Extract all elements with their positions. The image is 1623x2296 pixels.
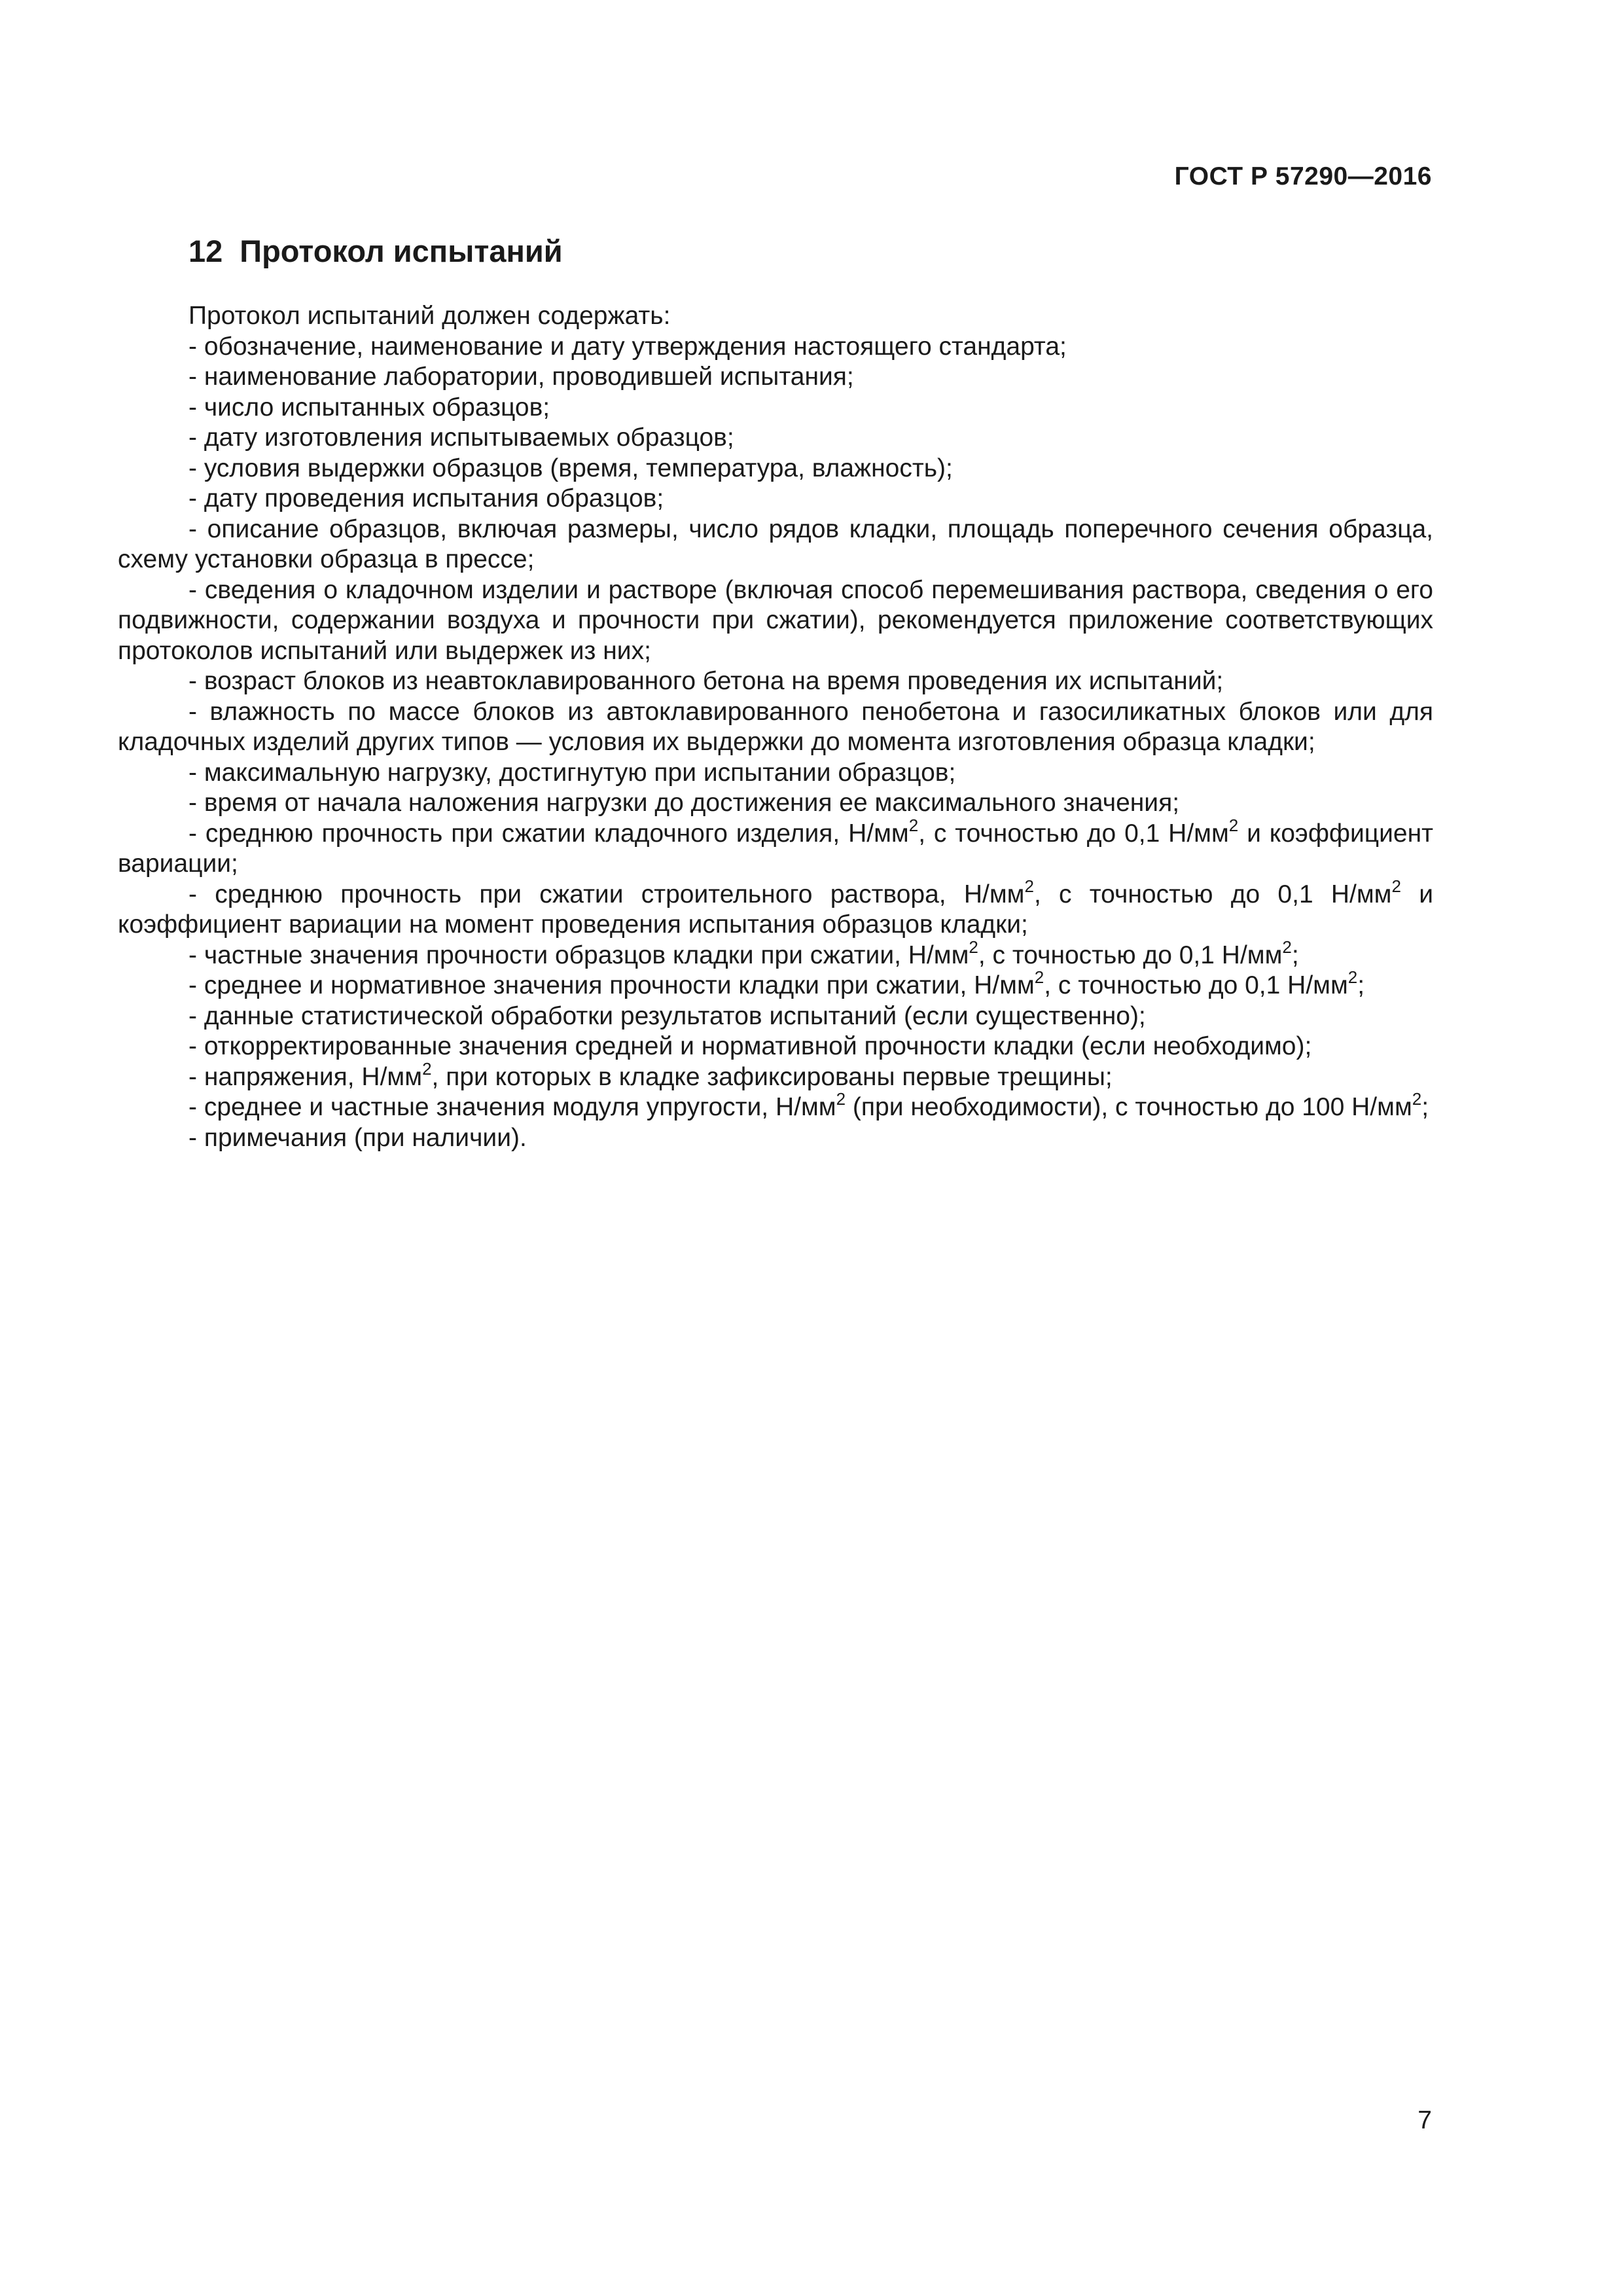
- document-code: ГОСТ Р 57290—2016: [1174, 162, 1432, 190]
- text-run: - время от начала наложения нагрузки до достижения ее максимального значения;: [188, 789, 1180, 817]
- text-run: - напряжения, Н/мм: [188, 1062, 423, 1091]
- list-item: [118, 332, 1433, 363]
- text-run: и коэффициент вариации на момент проведения испытания образцов кладки;: [118, 880, 1433, 939]
- section-number: 12: [188, 234, 223, 268]
- section-title-text: Протокол испытаний: [240, 234, 563, 268]
- text-run: - данные статистической обработки результатов испытаний (если существенно);: [188, 1001, 1146, 1030]
- text-run: , при которых в кладке зафиксированы первые трещины;: [431, 1062, 1113, 1091]
- text-run: - наименование лаборатории, проводившей испытания;: [188, 363, 854, 391]
- superscript: 2: [422, 1058, 432, 1079]
- list-item: [118, 362, 1433, 393]
- list-item: [118, 393, 1433, 423]
- list-item: [118, 1031, 1433, 1062]
- text-run: - откорректированные значения средней и нормативной прочности кладки (если необходимо);: [188, 1032, 1312, 1060]
- text-run: - примечания (при наличии).: [188, 1123, 527, 1152]
- text-run: - среднее и нормативное значения прочности кладки при сжатии, Н/мм: [188, 971, 1035, 999]
- superscript: 2: [1034, 967, 1044, 987]
- text-run: - возраст блоков из неавтоклавированного бетона на время проведения их испытаний;: [188, 667, 1224, 695]
- page-number: 7: [1418, 2106, 1432, 2134]
- text-run: , с точностью до 0,1 Н/мм: [978, 941, 1283, 969]
- list-item: [118, 758, 1433, 789]
- text-run: и коэффициент вариации;: [118, 819, 1433, 878]
- list-item: [118, 788, 1433, 819]
- list-item: [118, 1001, 1433, 1032]
- superscript: 2: [1347, 967, 1358, 987]
- text-run: , с точностью до 0,1 Н/мм: [1044, 971, 1348, 999]
- superscript: 2: [969, 937, 978, 957]
- list-item: [118, 575, 1433, 667]
- text-run: - дату проведения испытания образцов;: [188, 484, 664, 512]
- list-item: [118, 876, 1433, 941]
- text-run: - среднее и частные значения модуля упругости, Н/мм: [188, 1093, 836, 1121]
- superscript: 2: [1391, 876, 1401, 896]
- superscript: 2: [1228, 815, 1239, 835]
- section-body: [118, 301, 1433, 1153]
- list-item: [118, 937, 1433, 971]
- superscript: 2: [1412, 1089, 1422, 1109]
- text-run: (при необходимости), с точностью до 100 Н/мм: [846, 1093, 1412, 1121]
- text-run: - среднюю прочность при сжатии кладочного изделия, Н/мм: [188, 819, 909, 848]
- text-run: ;: [1291, 941, 1299, 969]
- superscript: 2: [1282, 937, 1292, 957]
- superscript: 2: [908, 815, 919, 835]
- list-item: [118, 967, 1433, 1001]
- text-run: - сведения о кладочном изделии и растворе (включая способ перемешивания раствора, сведения о его подвижности, содержании воздуха и прочности при сжатии), рекомендуется приложение соответствующих протоколов испытаний или выдержек из них;: [118, 575, 1433, 665]
- list-item: [118, 815, 1433, 880]
- superscript: 2: [1024, 876, 1034, 896]
- list-item: [118, 454, 1433, 484]
- text-run: - частные значения прочности образцов кладки при сжатии, Н/мм: [188, 941, 969, 969]
- text-run: - максимальную нагрузку, достигнутую при испытании образцов;: [188, 758, 956, 787]
- text-run: - влажность по массе блоков из автоклавированного пенобетона и газосиликатных блоков или для кладочных изделий других типов — условия их выдержки до момента изготовления образца кладки;: [118, 697, 1433, 756]
- list-item: [118, 697, 1433, 758]
- text-run: - среднюю прочность при сжатии строительного раствора, Н/мм: [188, 880, 1025, 908]
- list-item: [118, 1058, 1433, 1093]
- text-run: - обозначение, наименование и дату утверждения настоящего стандарта;: [188, 332, 1067, 361]
- text-run: ;: [1357, 971, 1365, 999]
- text-run: , с точностью до 0,1 Н/мм: [1033, 880, 1392, 908]
- list-item: [118, 423, 1433, 454]
- intro-paragraph: [118, 301, 1433, 332]
- text-run: - описание образцов, включая размеры, число рядов кладки, площадь поперечного сечения образца, схему установки образца в прессе;: [118, 514, 1433, 573]
- text-run: - дату изготовления испытываемых образцов;: [188, 423, 734, 452]
- text-run: Протокол испытаний должен содержать:: [188, 302, 671, 330]
- section-heading: [188, 233, 563, 269]
- list-item: [118, 1089, 1433, 1123]
- text-run: - условия выдержки образцов (время, температура, влажность);: [188, 454, 953, 482]
- list-item: [118, 484, 1433, 514]
- superscript: 2: [836, 1089, 846, 1109]
- text-run: , с точностью до 0,1 Н/мм: [918, 819, 1229, 848]
- list-item: [118, 666, 1433, 697]
- text-run: - число испытанных образцов;: [188, 393, 550, 422]
- list-item: [118, 1123, 1433, 1154]
- text-run: ;: [1421, 1093, 1429, 1121]
- list-item: [118, 514, 1433, 575]
